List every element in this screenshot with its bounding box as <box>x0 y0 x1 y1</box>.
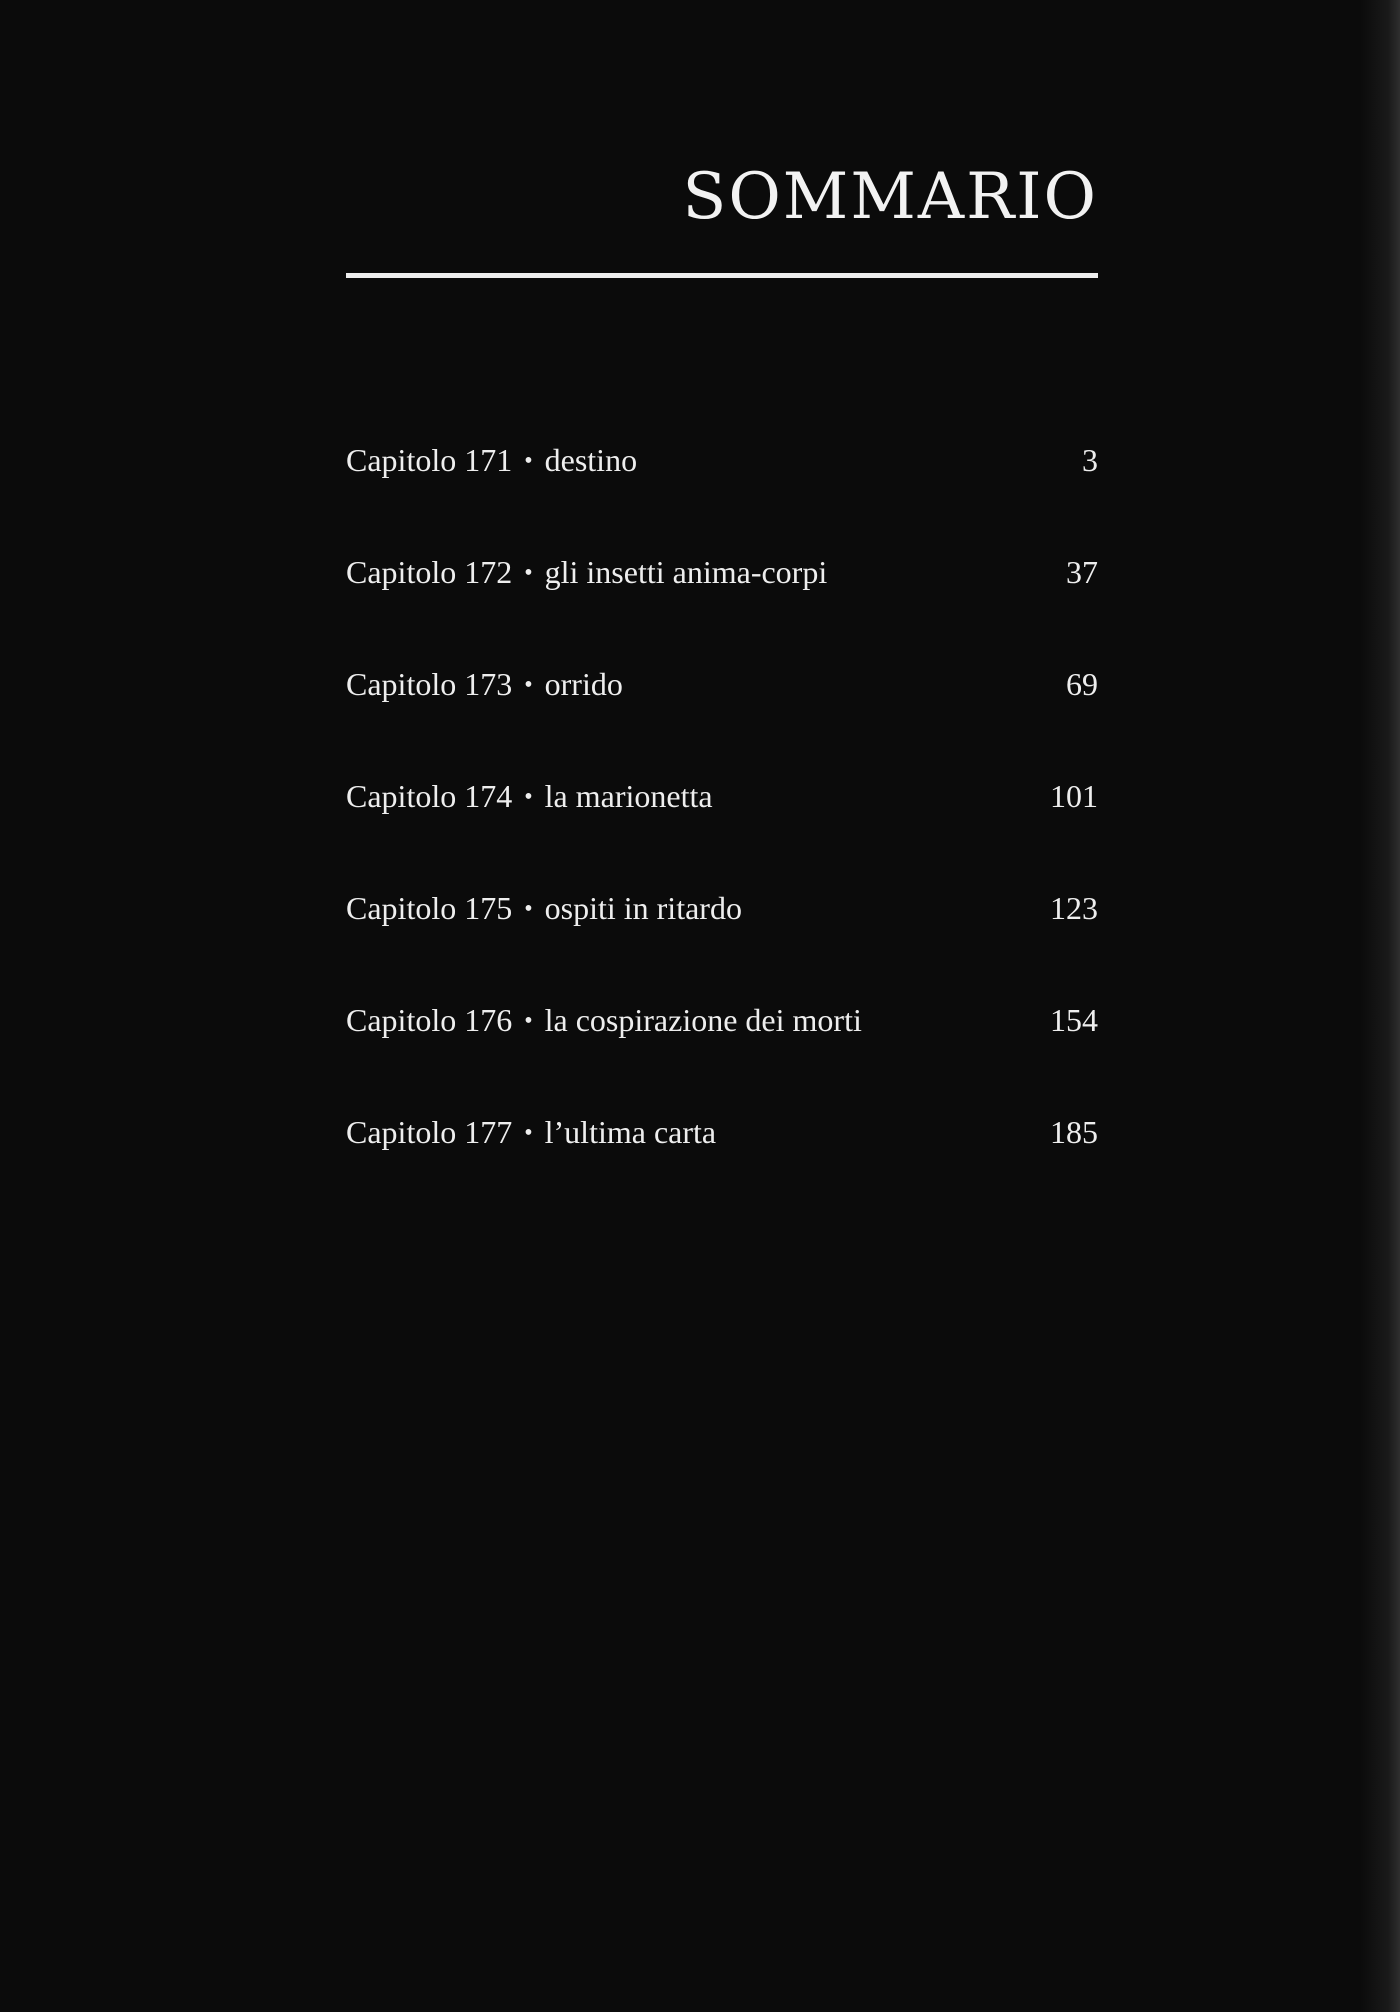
toc-entry-172 <box>346 542 1098 654</box>
page-number: 69 <box>1066 666 1098 702</box>
page-edge-texture <box>1360 0 1400 2012</box>
page-title: SOMMARIO <box>682 160 1098 234</box>
chapter-title: l’ultima carta <box>544 1114 717 1150</box>
toc-entry-174 <box>346 766 1098 878</box>
chapter-title: orrido <box>544 666 623 702</box>
chapter-number: Capitolo 172 <box>346 554 513 590</box>
bullet-separator: • <box>524 1120 533 1146</box>
page-number: 154 <box>1050 1002 1098 1038</box>
chapter-title: destino <box>544 442 638 478</box>
bullet-separator: • <box>524 448 533 474</box>
page-number: 101 <box>1050 778 1098 814</box>
page-number: 123 <box>1050 890 1098 926</box>
toc-entry-176 <box>346 990 1098 1102</box>
bullet-separator: • <box>524 784 533 810</box>
toc-entry-177 <box>346 1102 1098 1214</box>
chapter-title: ospiti in ritardo <box>544 890 742 926</box>
chapter-number: Capitolo 175 <box>346 890 513 926</box>
table-of-contents <box>346 430 1098 1214</box>
bullet-separator: • <box>524 1008 533 1034</box>
chapter-number: Capitolo 177 <box>346 1114 513 1150</box>
chapter-number: Capitolo 171 <box>346 442 513 478</box>
chapter-title: gli insetti anima-corpi <box>544 554 828 590</box>
chapter-number: Capitolo 176 <box>346 1002 513 1038</box>
chapter-title: la cospirazione dei morti <box>544 1002 862 1038</box>
page-number: 3 <box>1082 442 1098 478</box>
page-number: 37 <box>1066 554 1098 590</box>
page-number: 185 <box>1050 1114 1098 1150</box>
chapter-number: Capitolo 174 <box>346 778 513 814</box>
bullet-separator: • <box>524 560 533 586</box>
title-underline <box>346 273 1098 278</box>
toc-entry-171 <box>346 430 1098 542</box>
chapter-number: Capitolo 173 <box>346 666 513 702</box>
toc-entry-173 <box>346 654 1098 766</box>
chapter-title: la marionetta <box>544 778 713 814</box>
toc-entry-175 <box>346 878 1098 990</box>
bullet-separator: • <box>524 896 533 922</box>
bullet-separator: • <box>524 672 533 698</box>
